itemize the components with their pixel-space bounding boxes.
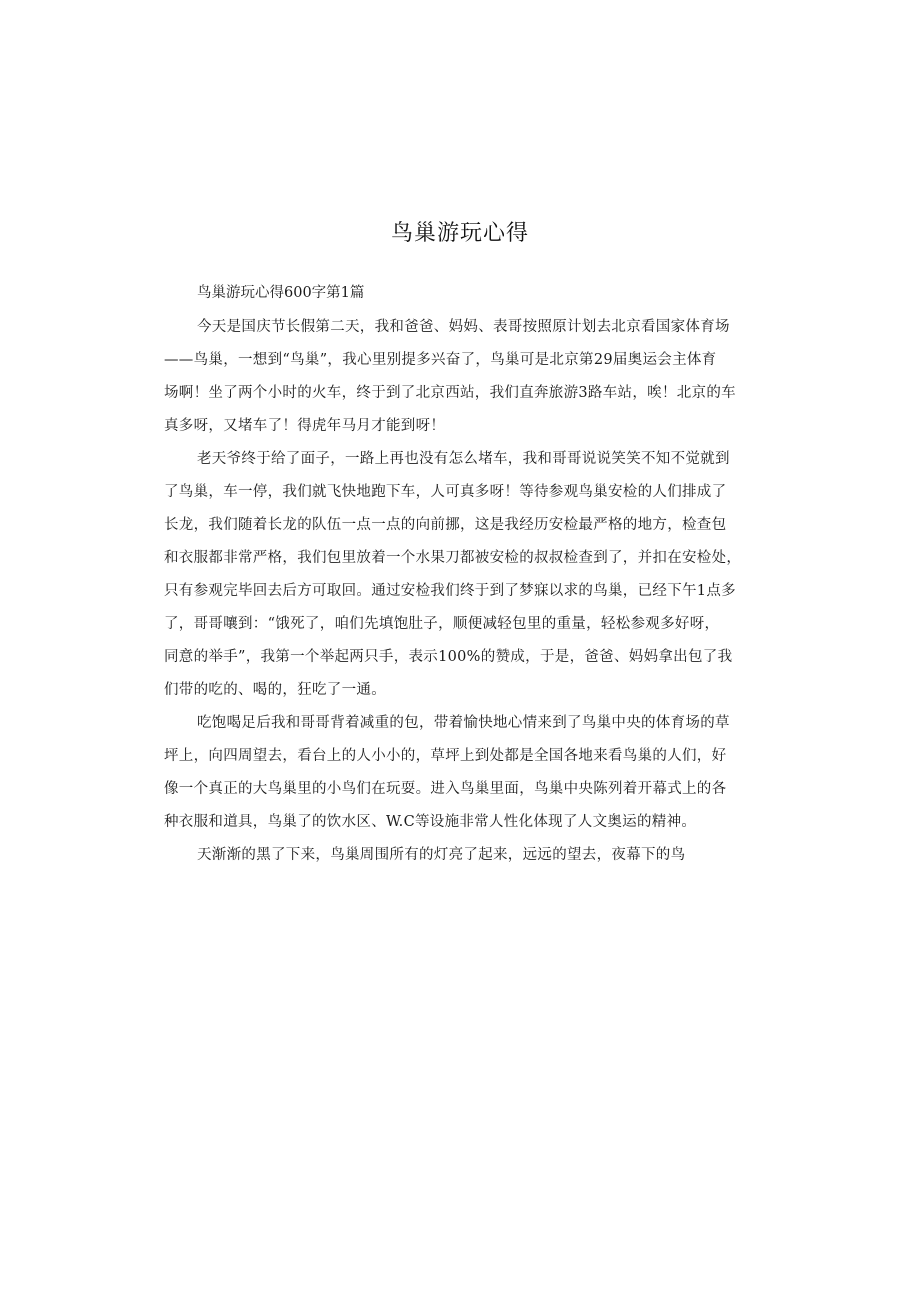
article-subtitle: 鸟巢游玩心得600字第1篇 (197, 285, 365, 301)
paragraph-line: 真多呀，又堵车了！得虎年马月才能到呀！ (164, 418, 446, 434)
paragraph-line: 同意的举手”，我第一个举起两只手，表示100%的赞成，于是，爸爸、妈妈拿出包了我 (164, 649, 733, 665)
paragraph-4 (164, 839, 764, 872)
paragraph-line: ——鸟巢，一想到“鸟巢”，我心里别提多兴奋了，鸟巢可是北京第29届奥运会主体育 (164, 352, 717, 368)
paragraph-line: 今天是国庆节长假第二天，我和爸爸、妈妈、表哥按照原计划去北京看国家体育场 (197, 319, 730, 335)
paragraph-line: 坪上，向四周望去，看台上的人小小的，草坪上到处都是全国各地来看鸟巢的人们，好 (164, 748, 727, 764)
paragraph-line: 种衣服和道具，鸟巢了的饮水区、W.C等设施非常人性化体现了人文奥运的精神。 (164, 814, 697, 830)
paragraph-line: 只有参观完毕回去后方可取回。通过安检我们终于到了梦寐以求的鸟巢，已经下午1点多 (164, 583, 736, 599)
paragraph-line: 老天爷终于给了面子，一路上再也没有怎么堵车，我和哥哥说说笑笑不知不觉就到 (197, 451, 730, 467)
paragraph-1 (164, 311, 764, 443)
paragraph-line: 像一个真正的大鸟巢里的小鸟们在玩耍。进入鸟巢里面，鸟巢中央陈列着开幕式上的各 (164, 781, 727, 797)
paragraph-line: 场啊！坐了两个小时的火车，终于到了北京西站，我们直奔旅游3路车站，唉！北京的车 (164, 385, 736, 401)
paragraph-line: 和衣服都非常严格，我们包里放着一个水果刀都被安检的叔叔检查到了，并扣在安检处， (164, 550, 742, 566)
paragraph-line: 们带的吃的、喝的，狂吃了一通。 (164, 682, 386, 698)
paragraph-line: 了鸟巢，车一停，我们就飞快地跑下车，人可真多呀！等待参观鸟巢安检的人们排成了 (164, 484, 727, 500)
paragraph-3 (164, 707, 764, 839)
paragraph-line: 天渐渐的黑了下来，鸟巢周围所有的灯亮了起来，远远的望去，夜幕下的鸟 (197, 847, 686, 863)
paragraph-line: 吃饱喝足后我和哥哥背着减重的包，带着愉快地心情来到了鸟巢中央的体育场的草 (197, 715, 730, 731)
paragraph-2 (164, 443, 764, 707)
paragraph-line: 长龙，我们随着长龙的队伍一点一点的向前挪，这是我经历安检最严格的地方，检查包 (164, 517, 727, 533)
article-body (164, 311, 764, 872)
page-title: 鸟巢游玩心得 (390, 221, 529, 246)
paragraph-line: 了，哥哥嚷到：“饿死了，咱们先填饱肚子，顺便减轻包里的重量，轻松参观多好呀， (164, 616, 720, 632)
